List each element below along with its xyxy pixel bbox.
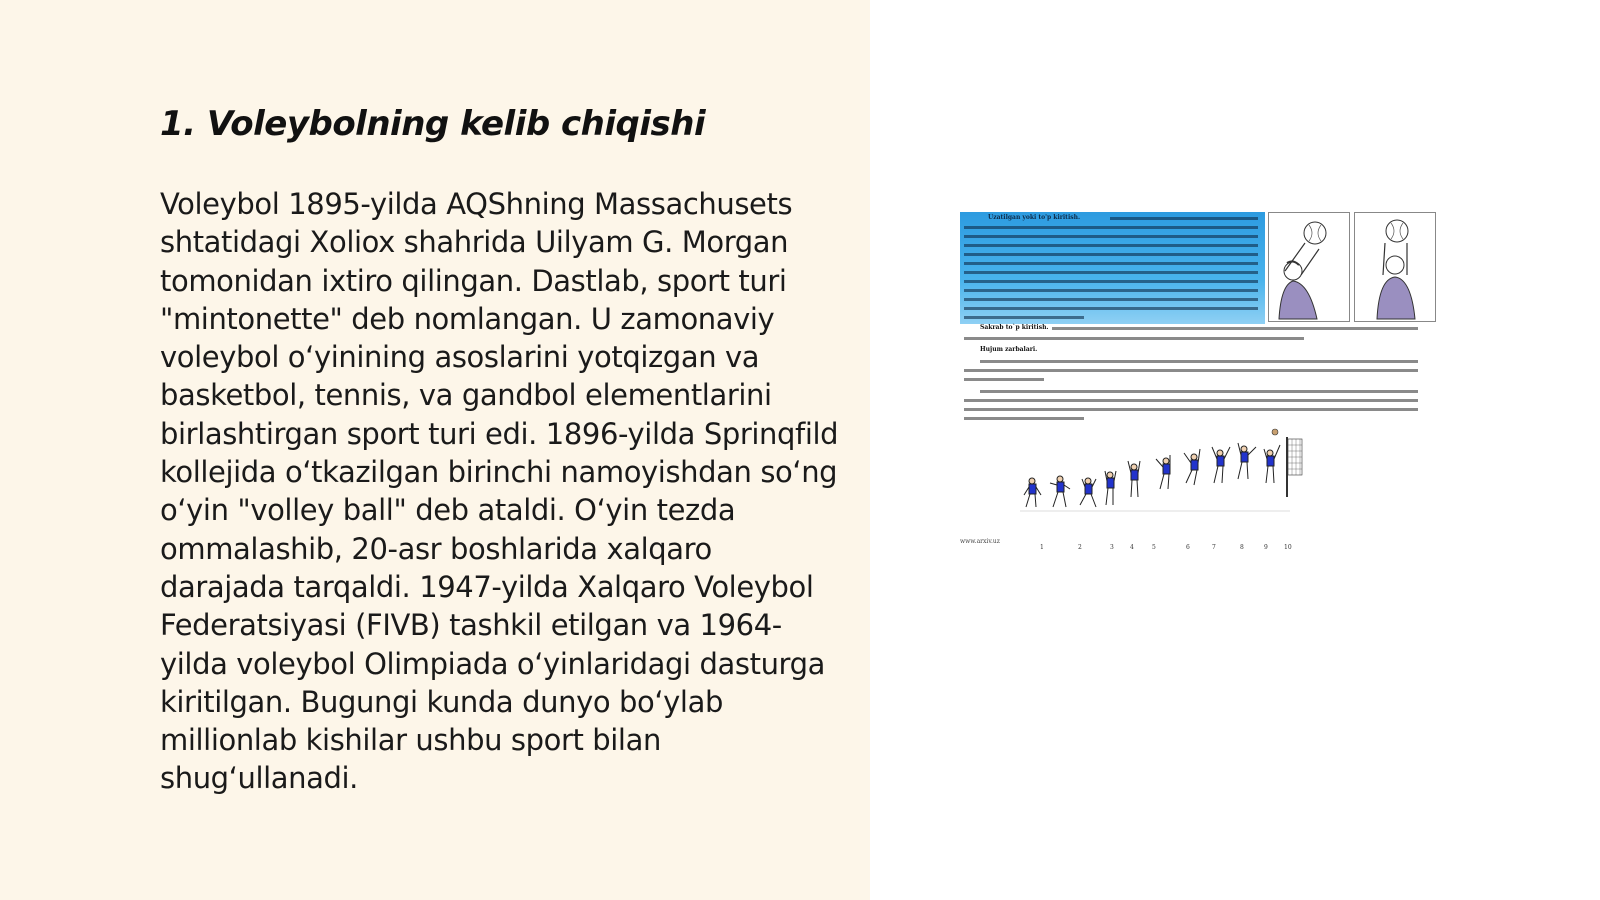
footer-url: www.arxiv.uz (960, 538, 1000, 545)
blue-text-box (960, 212, 1265, 324)
setter-sketch-2 (1354, 212, 1436, 322)
slide-body-text: Voleybol 1895-yilda AQShning Massachusets shtatidagi Xoliox shahrida Uilyam G. Morgan tomonidan ixtiro qilingan. Dastlab, sport turi "mintonette" deb nomlangan. U zamonaviy voleybol oʻyinining asoslarini yotqizgan va basketbol, tennis, va gandbol elementlarini birlashtirgan sport turi edi. 1896-yilda Sprinqfild kollejida oʻtkazilgan birinchi namoyishdan soʻng oʻyin "volley ball" deb ataldi. Oʻyin tezda ommalashib, 20-asr boshlarida xalqaro darajada tarqaldi. 1947-yilda Xalqaro Voleybol Federatsiyasi (FIVB) tashkil etilgan va 1964-yilda voleybol Olimpiada oʻyinlaridagi dasturga kiritilgan. Bugungi kunda dunyo boʻylab millionlab kishilar ushbu sport bilan shugʻullanadi. (160, 187, 839, 796)
subheading-hujum: Hujum zarbalari. (980, 346, 1038, 353)
textbook-page-image (960, 210, 1440, 570)
figure-number: 6 (1186, 544, 1190, 551)
figure-number: 4 (1130, 544, 1134, 551)
figure-number: 3 (1110, 544, 1114, 551)
spike-sequence-figure (960, 425, 1440, 565)
figure-number: 5 (1152, 544, 1156, 551)
figure-number: 2 (1078, 544, 1082, 551)
figure-number: 1 (1040, 544, 1044, 551)
figure-number: 8 (1240, 544, 1244, 551)
blue-box-heading: Uzatilgan yoki to'p kiritish. (988, 214, 1081, 221)
slide-title: 1. Voleybolning kelib chiqishi (160, 104, 706, 144)
setter-sketch-1 (1268, 212, 1350, 322)
figure-number: 7 (1212, 544, 1216, 551)
subheading-sakrab: Sakrab to`p kiritish. (980, 324, 1049, 331)
figure-number: 10 (1284, 544, 1292, 551)
figure-number: 9 (1264, 544, 1268, 551)
